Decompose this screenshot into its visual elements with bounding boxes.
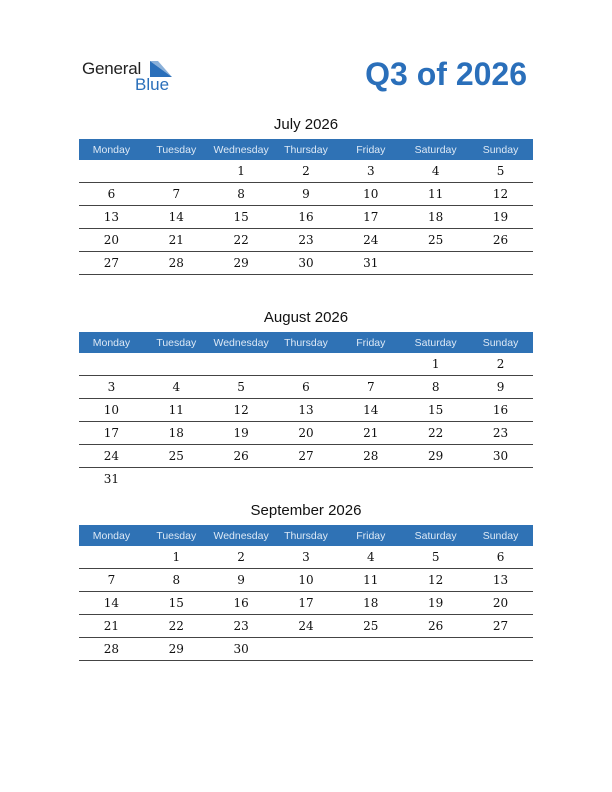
day-cell: 3 [79, 376, 144, 399]
day-cell [274, 353, 339, 376]
day-cell: 20 [468, 592, 533, 615]
day-cell: 11 [144, 399, 209, 422]
day-cell: 5 [468, 160, 533, 183]
day-cell: 1 [209, 160, 274, 183]
day-cell: 15 [209, 206, 274, 229]
day-cell: 25 [144, 445, 209, 468]
day-cell [274, 638, 339, 661]
weekday-header: Sunday [468, 139, 533, 160]
day-cell: 10 [79, 399, 144, 422]
day-cell: 6 [79, 183, 144, 206]
day-cell: 31 [338, 252, 403, 275]
day-cell: 19 [209, 422, 274, 445]
week-row [79, 592, 533, 615]
day-cell [403, 468, 468, 491]
day-cell: 4 [403, 160, 468, 183]
month-title: August 2026 [263, 309, 349, 326]
weekday-header: Saturday [403, 332, 468, 353]
day-cell: 21 [79, 615, 144, 638]
day-cell: 28 [79, 638, 144, 661]
day-cell: 8 [144, 569, 209, 592]
day-cell [468, 468, 533, 491]
day-cell: 21 [144, 229, 209, 252]
week-row [79, 569, 533, 592]
day-cell: 15 [144, 592, 209, 615]
day-cell: 30 [209, 638, 274, 661]
day-cell: 27 [274, 445, 339, 468]
weekday-header: Friday [338, 139, 403, 160]
day-cell: 9 [274, 183, 339, 206]
month-calendar-july [79, 114, 533, 275]
day-cell: 22 [209, 229, 274, 252]
weekday-header-row [79, 139, 533, 160]
day-cell: 19 [403, 592, 468, 615]
day-cell: 24 [79, 445, 144, 468]
day-cell: 7 [338, 376, 403, 399]
day-cell [338, 353, 403, 376]
day-cell: 17 [79, 422, 144, 445]
weekday-header: Thursday [274, 332, 339, 353]
day-cell: 8 [209, 183, 274, 206]
weekday-header: Friday [338, 525, 403, 546]
day-cell: 2 [274, 160, 339, 183]
day-cell: 28 [144, 252, 209, 275]
week-row [79, 615, 533, 638]
day-cell: 25 [338, 615, 403, 638]
month-calendar-august [79, 307, 533, 490]
weekday-header-row [79, 332, 533, 353]
day-cell: 18 [403, 206, 468, 229]
day-cell: 4 [144, 376, 209, 399]
brand-name-blue: Blue [135, 75, 170, 94]
day-cell: 1 [144, 546, 209, 569]
day-cell: 19 [468, 206, 533, 229]
week-row [79, 638, 533, 661]
week-row [79, 399, 533, 422]
day-cell: 14 [144, 206, 209, 229]
day-cell: 8 [403, 376, 468, 399]
day-cell: 16 [274, 206, 339, 229]
weekday-header: Sunday [468, 332, 533, 353]
day-cell: 3 [338, 160, 403, 183]
day-cell: 10 [338, 183, 403, 206]
day-cell: 20 [274, 422, 339, 445]
week-row [79, 206, 533, 229]
day-cell: 17 [338, 206, 403, 229]
day-cell: 29 [144, 638, 209, 661]
brand-logo [82, 58, 182, 98]
day-cell: 2 [468, 353, 533, 376]
day-cell: 31 [103, 472, 120, 486]
day-cell: 24 [274, 615, 339, 638]
page-title: Q3 of 2026 [365, 56, 527, 92]
day-cell [338, 468, 403, 491]
weekday-header: Sunday [468, 525, 533, 546]
day-cell [468, 638, 533, 661]
day-cell: 30 [468, 445, 533, 468]
day-cell: 15 [403, 399, 468, 422]
day-cell: 7 [144, 183, 209, 206]
weekday-header: Thursday [274, 525, 339, 546]
day-cell: 12 [403, 569, 468, 592]
day-cell [144, 468, 209, 491]
weekday-header: Wednesday [209, 139, 274, 160]
week-row [79, 183, 533, 206]
day-cell: 13 [79, 206, 144, 229]
day-cell: 5 [209, 376, 274, 399]
day-cell: 28 [338, 445, 403, 468]
week-row [79, 445, 533, 468]
weekday-header: Monday [79, 525, 144, 546]
month-calendar-september [79, 500, 533, 661]
weekday-header: Friday [338, 332, 403, 353]
weekday-header: Wednesday [209, 525, 274, 546]
day-cell: 1 [403, 353, 468, 376]
day-cell: 21 [338, 422, 403, 445]
day-cell: 29 [403, 445, 468, 468]
week-row [79, 229, 533, 252]
day-cell: 22 [144, 615, 209, 638]
day-cell: 23 [209, 615, 274, 638]
day-cell: 25 [403, 229, 468, 252]
weekday-header: Saturday [403, 139, 468, 160]
day-cell: 13 [274, 399, 339, 422]
weekday-header: Tuesday [144, 332, 209, 353]
day-cell: 16 [468, 399, 533, 422]
day-cell [274, 468, 339, 491]
day-cell: 11 [403, 183, 468, 206]
day-cell: 27 [79, 252, 144, 275]
day-cell: 18 [144, 422, 209, 445]
day-cell: 9 [468, 376, 533, 399]
day-cell: 22 [403, 422, 468, 445]
week-row [79, 353, 533, 376]
day-cell: 26 [209, 445, 274, 468]
day-cell: 16 [209, 592, 274, 615]
day-cell: 9 [209, 569, 274, 592]
day-cell: 3 [274, 546, 339, 569]
day-cell: 26 [468, 229, 533, 252]
day-cell: 18 [338, 592, 403, 615]
week-row [79, 468, 533, 491]
calendar-grid [79, 332, 533, 490]
weekday-header: Monday [79, 139, 144, 160]
day-cell [144, 160, 209, 183]
day-cell [209, 468, 274, 491]
day-cell: 17 [274, 592, 339, 615]
day-cell [144, 353, 209, 376]
weekday-header: Wednesday [209, 332, 274, 353]
week-row [79, 160, 533, 183]
weekday-header-row [79, 525, 533, 546]
day-cell: 6 [274, 376, 339, 399]
day-cell: 29 [209, 252, 274, 275]
week-row [79, 252, 533, 275]
day-cell [79, 546, 144, 569]
day-cell: 12 [209, 399, 274, 422]
brand-name-general: General [82, 59, 142, 78]
day-cell: 10 [274, 569, 339, 592]
weekday-header: Tuesday [144, 525, 209, 546]
day-cell [79, 353, 144, 376]
day-cell: 5 [403, 546, 468, 569]
day-cell: 24 [338, 229, 403, 252]
day-cell [403, 638, 468, 661]
day-cell: 12 [468, 183, 533, 206]
day-cell [338, 638, 403, 661]
month-title: September 2026 [250, 502, 362, 519]
day-cell: 30 [274, 252, 339, 275]
day-cell: 23 [274, 229, 339, 252]
weekday-header: Monday [79, 332, 144, 353]
day-cell: 27 [468, 615, 533, 638]
day-cell: 14 [79, 592, 144, 615]
day-cell: 4 [338, 546, 403, 569]
weekday-header: Saturday [403, 525, 468, 546]
month-title: July 2026 [273, 116, 339, 133]
week-row [79, 546, 533, 569]
day-cell: 26 [403, 615, 468, 638]
calendar-grid [79, 525, 533, 661]
day-cell [209, 353, 274, 376]
day-cell [468, 252, 533, 275]
weekday-header: Thursday [274, 139, 339, 160]
day-cell: 2 [209, 546, 274, 569]
week-row [79, 376, 533, 399]
day-cell: 14 [338, 399, 403, 422]
day-cell: 7 [79, 569, 144, 592]
day-cell: 13 [468, 569, 533, 592]
day-cell: 23 [468, 422, 533, 445]
calendar-grid [79, 139, 533, 275]
day-cell [79, 160, 144, 183]
weekday-header: Tuesday [144, 139, 209, 160]
day-cell [403, 252, 468, 275]
day-cell: 11 [338, 569, 403, 592]
day-cell: 20 [79, 229, 144, 252]
day-cell: 6 [468, 546, 533, 569]
week-row [79, 422, 533, 445]
